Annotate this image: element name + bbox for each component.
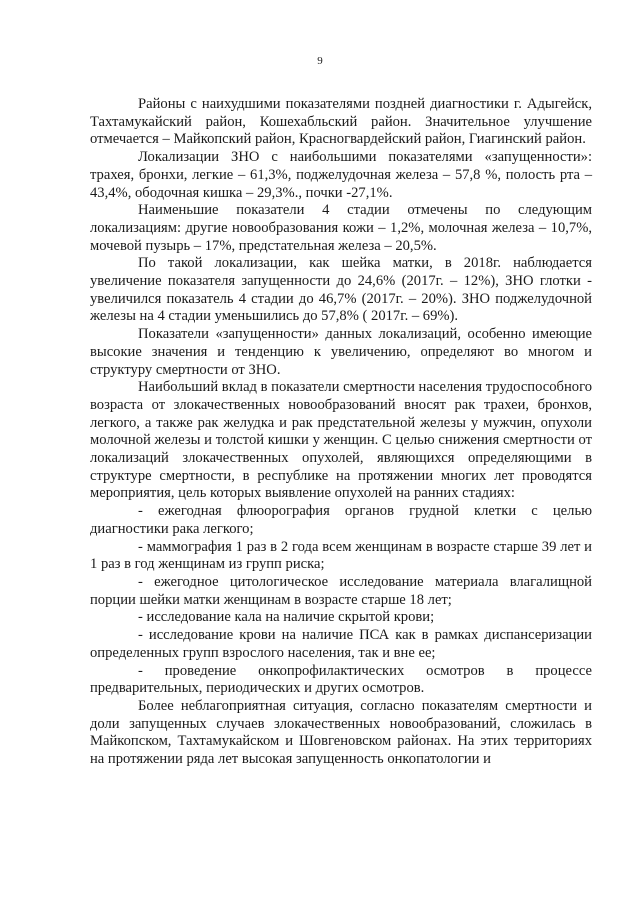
list-item-cytology: - ежегодное цитологическое исследование материала влагалищной порции шейки матки женщинам в возрасте старше 18 лет; (90, 573, 592, 608)
list-item-fluorography: - ежегодная флюорография органов грудной клетки с целью диагностики рака легкого; (90, 503, 592, 537)
paragraph-cervix-pharynx-pancreas: По такой локализации, как шейка матки, в 2018г. наблюдается увеличение показателя запущенности до 24,6% (2017г. – 12%), ЗНО глотки - увеличился показатель 4 стадии до 46,7% (2017г. – 20%). ЗНО поджелудочной железы на 4 стадии уменьшились до 57,8% ( 2017г. – 69%). (90, 255, 592, 325)
paragraph-lowest-stage4-localizations: Наименьшие показатели 4 стадии отмечены по следующим локализациям: другие новообразования кожи – 1,2%, молочная железа – 10,7%, мочевой пузырь – 17%, предстательная железа – 20,5%. (90, 202, 592, 254)
document-body (90, 96, 592, 769)
page-number: 9 (317, 55, 323, 67)
paragraph-unfavorable-districts: Более неблагоприятная ситуация, согласно показателям смертности и доли запущенных случаев злокачественных новообразований, сложилась в Майкопском, Тахтамукайском и Шовгеновском районах. На этих территориях на протяжении ряда лет высокая запущенность онкопатологии и (90, 697, 592, 768)
paragraph-working-age-mortality: Наибольший вклад в показатели смертности населения трудоспособного возраста от злокачественных новообразований вносят рак трахеи, бронхов, легкого, а также рак желудка и рак предстательной железы у мужчин, опухоли молочной железы и толстой кишки у женщин. С целью снижения смертности от локализаций злокачественных опухолей, являющихся определяющими в структуре смертности, в республике на протяжении многих лет проводятся мероприятия, цель которых выявление опухолей на ранних стадиях: (90, 379, 592, 502)
paragraph-neglect-mortality-structure: Показатели «запущенности» данных локализаций, особенно имеющие высокие значения и тенденцию к увеличению, определяют во многом и структуру смертности от ЗНО. (90, 326, 592, 378)
list-item-psa-test: - исследование крови на наличие ПСА как в рамках диспансеризации определенных групп взрослого населения, так и вне ее; (90, 627, 592, 661)
list-item-occult-blood: - исследование кала на наличие скрытой крови; (138, 609, 435, 626)
paragraph-late-diagnosis-districts: Районы с наихудшими показателями поздней диагностики г. Адыгейск, Тахтамукайский район, Кошехабльский район. Значительное улучшение отмечается – Майкопский район, Красногвардейский район, Гиагинский район. (90, 96, 592, 148)
list-item-oncoprophylactic-exams: - проведение онкопрофилактических осмотров в процессе предварительных, периодических и других осмотров. (90, 662, 592, 697)
paragraph-highest-neglect-localizations: Локализации ЗНО с наибольшими показателями «запущенности»: трахея, бронхи, легкие – 61,3%, поджелудочная железа – 57,8 %, полость рта – 43,4%, ободочная кишка – 29,3%., почки -27,1%. (90, 149, 592, 201)
list-item-mammography: - маммография 1 раз в 2 года всем женщинам в возрасте старше 39 лет и 1 раз в год женщинам из групп риска; (90, 538, 592, 573)
